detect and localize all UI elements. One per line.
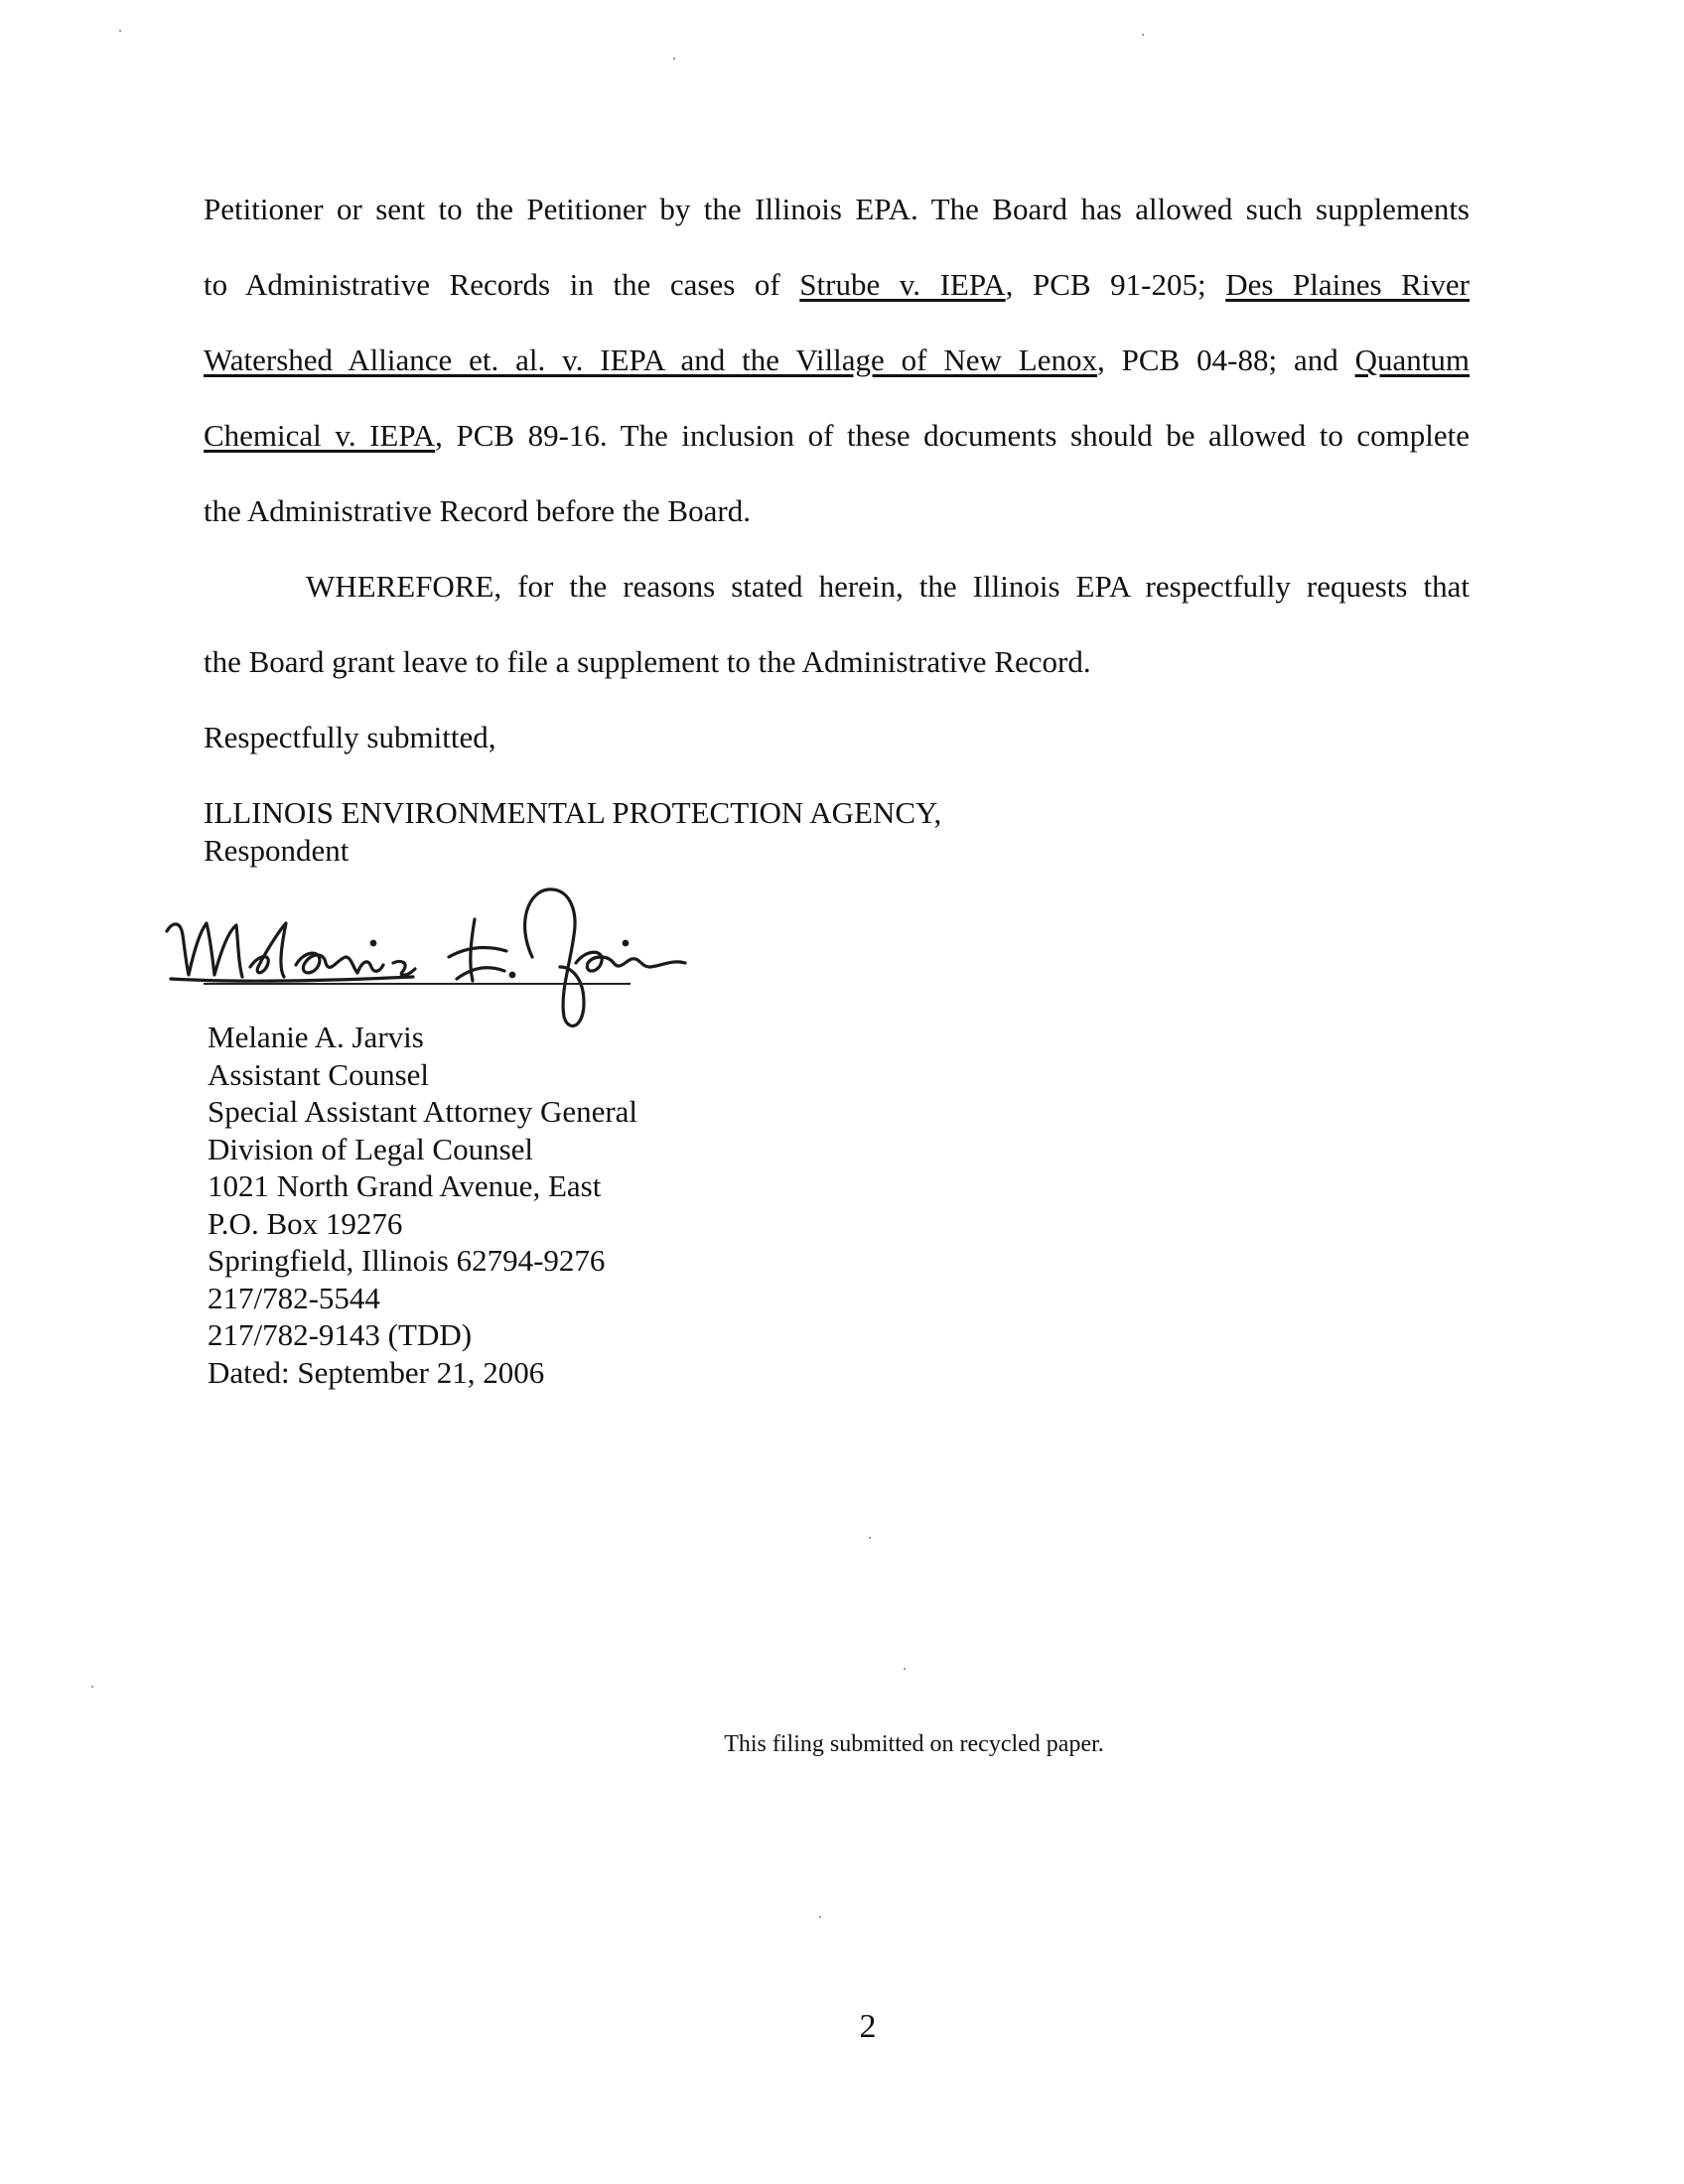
wherefore-text: WHEREFORE, for the reasons stated herein, the Illinois EPA respectfully requests that: [306, 569, 1470, 604]
case-citation-strube: Strube v. IEPA: [799, 267, 1006, 302]
body-text: , PCB 91-205;: [1005, 267, 1226, 302]
scan-speck: [1142, 34, 1144, 36]
scan-speck: [904, 1668, 906, 1670]
body-text: , PCB 04-88; and: [1097, 342, 1355, 377]
signatory-address-city: Springfield, Illinois 62794-9276: [208, 1243, 606, 1278]
body-line-1: [204, 191, 1470, 228]
handwritten-signature-image: [159, 884, 755, 1032]
signatory-title-2: Special Assistant Attorney General: [208, 1094, 638, 1129]
case-citation-des-plaines-cont: Watershed Alliance et. al. v. IEPA and the Village of New Lenox: [204, 342, 1097, 377]
body-line-4: [204, 417, 1470, 455]
scan-speck: [91, 1686, 93, 1688]
scan-speck: [119, 30, 121, 32]
signatory-address-pobox: P.O. Box 19276: [208, 1205, 403, 1241]
body-line-2: [204, 266, 1470, 304]
wherefore-line-1: [306, 568, 1470, 606]
signatory-name: Melanie A. Jarvis: [208, 1020, 424, 1054]
agency-name: ILLINOIS ENVIRONMENTAL PROTECTION AGENCY,: [204, 795, 942, 830]
signatory-date: Dated: September 21, 2006: [208, 1354, 545, 1390]
signatory-division: Division of Legal Counsel: [208, 1131, 534, 1166]
wherefore-line-2: [204, 643, 1470, 681]
body-line-3: [204, 341, 1470, 379]
case-citation-quantum-cont: Chemical v. IEPA: [204, 418, 436, 453]
signatory-phone: 217/782-5544: [208, 1280, 380, 1315]
signatory-title: Assistant Counsel: [208, 1056, 430, 1092]
body-text: to Administrative Records in the cases of: [204, 267, 800, 302]
scan-speck: [673, 58, 675, 60]
scan-speck: [819, 1916, 821, 1918]
body-text: , PCB 89-16. The inclusion of these documents should be allowed to complete: [435, 418, 1470, 453]
signatory-tdd: 217/782-9143 (TDD): [208, 1317, 473, 1352]
case-citation-quantum: Quantum: [1354, 342, 1470, 377]
case-citation-des-plaines: Des Plaines River: [1225, 267, 1471, 302]
signatory-block: [208, 1019, 637, 1391]
body-line-5: [204, 492, 1470, 530]
page-number: 2: [859, 2008, 877, 2045]
agency-role: Respondent: [204, 833, 350, 868]
recycled-paper-note: This filing submitted on recycled paper.: [724, 1731, 1104, 1757]
signatory-address-street: 1021 North Grand Avenue, East: [208, 1168, 602, 1203]
body-text: the Administrative Record before the Board.: [204, 493, 751, 528]
scan-speck: [869, 1537, 871, 1539]
signature-line: [204, 983, 631, 985]
closing-text: Respectfully submitted,: [204, 720, 496, 754]
wherefore-text: the Board grant leave to file a supplement to the Administrative Record.: [204, 644, 1091, 679]
body-text: Petitioner or sent to the Petitioner by the Illinois EPA. The Board has allowed such supplements: [204, 192, 1470, 226]
